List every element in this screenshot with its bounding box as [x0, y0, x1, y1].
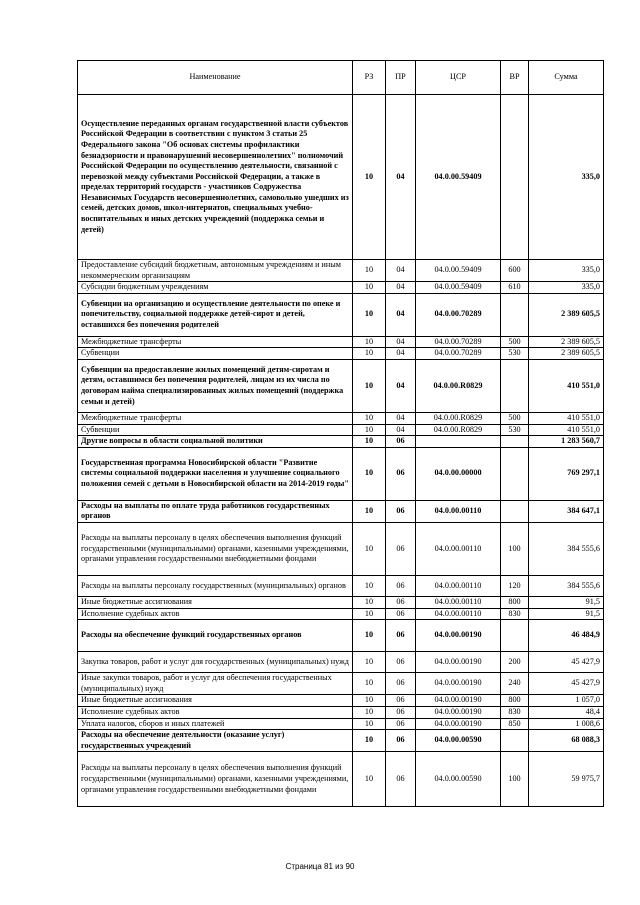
cell-rz: 10: [353, 359, 386, 412]
cell-name: Предоставление субсидий бюджетным, автономным учреждениям и иным некоммерческим организациям: [78, 260, 353, 282]
cell-rz: 10: [353, 522, 386, 575]
cell-csr: 04.0.00.00190: [416, 706, 501, 718]
cell-rz: 10: [353, 348, 386, 360]
cell-pr: 04: [386, 359, 416, 412]
cell-pr: 06: [386, 620, 416, 652]
cell-pr: 06: [386, 522, 416, 575]
cell-csr: 04.0.00.00590: [416, 752, 501, 807]
cell-vr: 100: [501, 752, 529, 807]
cell-pr: 06: [386, 575, 416, 596]
page-footer: Страница 81 из 90: [285, 862, 355, 871]
cell-sum: 335,0: [529, 260, 604, 282]
cell-csr: 04.0.00.59409: [416, 95, 501, 260]
cell-name: Расходы на обеспечение деятельности (оказание услуг) государственных учреждений: [78, 730, 353, 752]
cell-vr: 100: [501, 522, 529, 575]
cell-csr: 04.0.00.00110: [416, 596, 501, 608]
cell-sum: 45 427,9: [529, 652, 604, 673]
cell-csr: 04.0.00.00110: [416, 608, 501, 620]
cell-sum: 2 389 605,5: [529, 348, 604, 360]
cell-rz: 10: [353, 752, 386, 807]
cell-name: Расходы на выплаты персоналу в целях обеспечения выполнения функций государственными (муниципальными) органами, казенными учреждениями, органами управления государственными внебюджетными фондами: [78, 522, 353, 575]
cell-rz: 10: [353, 95, 386, 260]
cell-sum: 1 057,0: [529, 695, 604, 707]
cell-name: Исполнение судебных актов: [78, 608, 353, 620]
cell-sum: 1 283 560,7: [529, 436, 604, 448]
cell-name: Субсидии бюджетным учреждениям: [78, 282, 353, 294]
cell-sum: 1 008,6: [529, 718, 604, 730]
cell-rz: 10: [353, 447, 386, 500]
table-row: [78, 522, 604, 575]
budget-table: [77, 60, 604, 807]
table-row: [78, 695, 604, 707]
table-row: [78, 673, 604, 695]
cell-rz: 10: [353, 336, 386, 348]
cell-pr: 06: [386, 695, 416, 707]
table-row: [78, 718, 604, 730]
cell-vr: 610: [501, 282, 529, 294]
cell-name: Закупка товаров, работ и услуг для государственных (муниципальных) нужд: [78, 652, 353, 673]
table-row: [78, 348, 604, 360]
cell-rz: 10: [353, 424, 386, 436]
cell-name: Иные закупки товаров, работ и услуг для обеспечения государственных (муниципальных) нужд: [78, 673, 353, 695]
cell-pr: 06: [386, 608, 416, 620]
cell-rz: 10: [353, 282, 386, 294]
cell-vr: [501, 95, 529, 260]
cell-csr: 04.0.00.R0829: [416, 424, 501, 436]
cell-vr: 240: [501, 673, 529, 695]
table-row: [78, 260, 604, 282]
cell-csr: 04.0.00.59409: [416, 282, 501, 294]
cell-sum: 384 555,6: [529, 522, 604, 575]
cell-rz: 10: [353, 652, 386, 673]
cell-sum: 769 297,1: [529, 447, 604, 500]
cell-vr: 800: [501, 596, 529, 608]
cell-name: Расходы на обеспечение функций государственных органов: [78, 620, 353, 652]
table-body: [78, 95, 604, 807]
cell-pr: 04: [386, 95, 416, 260]
header-sum: Сумма: [529, 61, 604, 95]
table-row: [78, 652, 604, 673]
cell-csr: 04.0.00.70289: [416, 348, 501, 360]
cell-sum: 48,4: [529, 706, 604, 718]
cell-name: Субвенции на организацию и осуществление деятельности по опеке и попечительству, социальной поддержке детей-сирот и детей, оставшихся без попечения родителей: [78, 293, 353, 336]
cell-vr: [501, 500, 529, 522]
table-row: [78, 95, 604, 260]
cell-rz: 10: [353, 436, 386, 448]
table-row: [78, 282, 604, 294]
cell-vr: 120: [501, 575, 529, 596]
cell-name: Расходы на выплаты по оплате труда работников государственных органов: [78, 500, 353, 522]
cell-pr: 06: [386, 718, 416, 730]
cell-csr: 04.0.00.00110: [416, 575, 501, 596]
cell-csr: 04.0.00.00590: [416, 730, 501, 752]
table-row: [78, 447, 604, 500]
cell-vr: 800: [501, 695, 529, 707]
table-row: [78, 575, 604, 596]
cell-vr: [501, 293, 529, 336]
cell-pr: 04: [386, 336, 416, 348]
cell-rz: 10: [353, 293, 386, 336]
cell-csr: 04.0.00.00190: [416, 718, 501, 730]
cell-vr: 530: [501, 424, 529, 436]
cell-name: Исполнение судебных актов: [78, 706, 353, 718]
table-row: [78, 596, 604, 608]
cell-pr: 04: [386, 282, 416, 294]
cell-vr: [501, 620, 529, 652]
cell-sum: 410 551,0: [529, 412, 604, 424]
cell-csr: [416, 436, 501, 448]
cell-vr: 500: [501, 336, 529, 348]
table-row: [78, 706, 604, 718]
cell-vr: 830: [501, 608, 529, 620]
cell-sum: 91,5: [529, 608, 604, 620]
table-row: [78, 336, 604, 348]
cell-csr: 04.0.00.00110: [416, 522, 501, 575]
cell-csr: 04.0.00.70289: [416, 293, 501, 336]
cell-csr: 04.0.00.00190: [416, 652, 501, 673]
cell-sum: 335,0: [529, 282, 604, 294]
cell-vr: [501, 359, 529, 412]
cell-rz: 10: [353, 500, 386, 522]
cell-sum: 59 975,7: [529, 752, 604, 807]
cell-sum: 91,5: [529, 596, 604, 608]
cell-name: Расходы на выплаты персоналу государственных (муниципальных) органов: [78, 575, 353, 596]
cell-pr: 04: [386, 348, 416, 360]
cell-vr: 830: [501, 706, 529, 718]
cell-csr: 04.0.00.00190: [416, 673, 501, 695]
header-row: [78, 61, 604, 95]
cell-csr: 04.0.00.00000: [416, 447, 501, 500]
cell-csr: 04.0.00.R0829: [416, 359, 501, 412]
cell-name: Субвенции на предоставление жилых помещений детям-сиротам и детям, оставшимся без попечения родителей, лицам из их числа по договорам найма специализированных жилых помещений (поддержка семьи и детей): [78, 359, 353, 412]
cell-name: Осуществление переданных органам государственной власти субъектов Российской Федерации в соответствии с пунктом 3 статьи 25 Федерального закона "Об основах системы профилактики безнадзорности и правонарушений несовершеннолетних" полномочий Российской Федерации по осуществлению деятельности, связанной с перевозкой между субъектами Российской Федерации, а также в пределах территорий государств - участников Содружества Независимых Государств несовершеннолетних, самовольно ушедших из семей, детских домов, школ-интернатов, специальных учебно-воспитательных и иных детских учреждений (поддержка семьи и детей): [78, 95, 353, 260]
cell-rz: 10: [353, 706, 386, 718]
cell-name: Межбюджетные трансферты: [78, 412, 353, 424]
cell-pr: 04: [386, 293, 416, 336]
cell-pr: 06: [386, 447, 416, 500]
cell-pr: 06: [386, 752, 416, 807]
cell-rz: 10: [353, 673, 386, 695]
cell-rz: 10: [353, 575, 386, 596]
cell-sum: 2 389 605,5: [529, 293, 604, 336]
cell-vr: 530: [501, 348, 529, 360]
cell-pr: 06: [386, 596, 416, 608]
header-csr: ЦСР: [416, 61, 501, 95]
table-row: [78, 412, 604, 424]
cell-pr: 06: [386, 706, 416, 718]
cell-vr: [501, 436, 529, 448]
cell-sum: 45 427,9: [529, 673, 604, 695]
cell-name: Субвенции: [78, 348, 353, 360]
cell-vr: 500: [501, 412, 529, 424]
cell-name: Расходы на выплаты персоналу в целях обеспечения выполнения функций государственными (муниципальными) органами, казенными учреждениями, органами управления государственными внебюджетными фондами: [78, 752, 353, 807]
cell-name: Другие вопросы в области социальной политики: [78, 436, 353, 448]
table-row: [78, 436, 604, 448]
cell-pr: 06: [386, 673, 416, 695]
cell-name: Иные бюджетные ассигнования: [78, 596, 353, 608]
table-row: [78, 608, 604, 620]
cell-sum: 384 555,6: [529, 575, 604, 596]
header-rz: РЗ: [353, 61, 386, 95]
cell-vr: [501, 730, 529, 752]
cell-name: Уплата налогов, сборов и иных платежей: [78, 718, 353, 730]
cell-csr: 04.0.00.70289: [416, 336, 501, 348]
cell-name: Субвенции: [78, 424, 353, 436]
cell-sum: 335,0: [529, 95, 604, 260]
cell-csr: 04.0.00.R0829: [416, 412, 501, 424]
cell-sum: 384 647,1: [529, 500, 604, 522]
cell-name: Межбюджетные трансферты: [78, 336, 353, 348]
cell-rz: 10: [353, 412, 386, 424]
cell-pr: 04: [386, 260, 416, 282]
cell-vr: [501, 447, 529, 500]
cell-rz: 10: [353, 620, 386, 652]
table-row: [78, 359, 604, 412]
cell-rz: 10: [353, 695, 386, 707]
cell-sum: 410 551,0: [529, 359, 604, 412]
table-row: [78, 293, 604, 336]
cell-sum: 410 551,0: [529, 424, 604, 436]
cell-name: Государственная программа Новосибирской области "Развитие системы социальной поддержки населения и улучшение социального положения семей с детьми в Новосибирской области на 2014-2019 годы": [78, 447, 353, 500]
cell-csr: 04.0.00.00110: [416, 500, 501, 522]
cell-pr: 06: [386, 652, 416, 673]
cell-pr: 06: [386, 730, 416, 752]
header-name: Наименование: [78, 61, 353, 95]
cell-sum: 2 389 605,5: [529, 336, 604, 348]
cell-pr: 06: [386, 436, 416, 448]
cell-rz: 10: [353, 260, 386, 282]
header-pr: ПР: [386, 61, 416, 95]
header-vr: ВР: [501, 61, 529, 95]
cell-csr: 04.0.00.59409: [416, 260, 501, 282]
cell-csr: 04.0.00.00190: [416, 620, 501, 652]
cell-rz: 10: [353, 730, 386, 752]
table-row: [78, 620, 604, 652]
cell-vr: 850: [501, 718, 529, 730]
table-row: [78, 730, 604, 752]
cell-rz: 10: [353, 596, 386, 608]
table-row: [78, 424, 604, 436]
cell-name: Иные бюджетные ассигнования: [78, 695, 353, 707]
table-row: [78, 752, 604, 807]
cell-sum: 68 088,3: [529, 730, 604, 752]
cell-pr: 04: [386, 424, 416, 436]
cell-sum: 46 484,9: [529, 620, 604, 652]
table-row: [78, 500, 604, 522]
cell-pr: 06: [386, 500, 416, 522]
cell-rz: 10: [353, 608, 386, 620]
cell-vr: 600: [501, 260, 529, 282]
cell-rz: 10: [353, 718, 386, 730]
cell-csr: 04.0.00.00190: [416, 695, 501, 707]
cell-pr: 04: [386, 412, 416, 424]
cell-vr: 200: [501, 652, 529, 673]
